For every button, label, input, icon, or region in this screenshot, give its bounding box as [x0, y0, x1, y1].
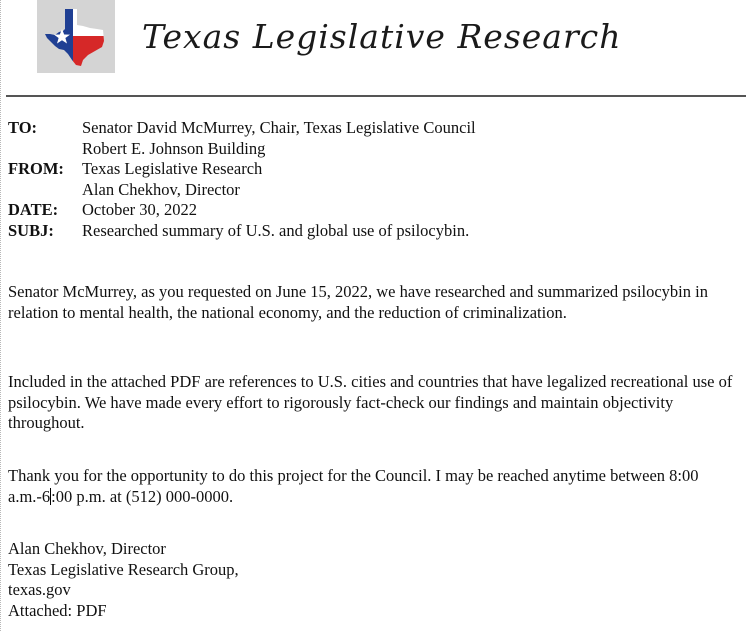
texas-flag-map-icon	[43, 3, 109, 69]
memo-date-label: DATE:	[8, 200, 59, 220]
body-paragraph-1[interactable]	[8, 282, 743, 323]
memo-subj-label: SUBJ:	[8, 220, 54, 240]
memo-date-value: October 30, 2022	[82, 200, 198, 220]
memo-subj-value: Researched summary of U.S. and global use of psilocybin.	[82, 220, 470, 240]
body-paragraph-2[interactable]	[8, 372, 743, 434]
signature-website: texas.gov	[8, 580, 71, 600]
memo-to-line2: Robert E. Johnson Building	[82, 138, 266, 158]
page-title: Texas Legislative Research	[142, 17, 622, 56]
body-paragraph-3[interactable]	[8, 466, 743, 507]
memo-from-line1: Texas Legislative Research	[82, 159, 263, 179]
page-left-edge	[0, 0, 2, 631]
logo	[37, 0, 115, 73]
signature-attachment: Attached: PDF	[8, 600, 107, 620]
paragraph-text[interactable]	[8, 466, 743, 507]
paragraph-text[interactable]: Included in the attached PDF are references to U.S. cities and countries that have legalized recreational use of psilocybin. We have made every effort to rigorously fact-check our findings and maintain objectivity throughout.	[8, 372, 733, 433]
memo-to-label: TO:	[8, 118, 38, 137]
signature-block	[8, 539, 743, 621]
paragraph-text[interactable]: Senator McMurrey, as you requested on June 15, 2022, we have researched and summarized psilocybin in relation to mental health, the national economy, and the reduction of criminalization.	[8, 282, 708, 322]
paragraph-text-before-cursor[interactable]: Thank you for the opportunity to do this project for the Council. I may be reached anytime between 8:00 a.m.-6	[8, 466, 699, 506]
header-divider	[6, 95, 746, 97]
memo-from-line2: Alan Chekhov, Director	[82, 179, 240, 199]
signature-name: Alan Chekhov, Director	[8, 539, 166, 558]
signature-organization: Texas Legislative Research Group,	[8, 559, 239, 579]
memo-to-line1: Senator David McMurrey, Chair, Texas Legislative Council	[82, 118, 476, 137]
paragraph-text-after-cursor[interactable]: :00 p.m. at (512) 000-0000.	[51, 486, 234, 506]
memo-from-label: FROM:	[8, 159, 64, 179]
